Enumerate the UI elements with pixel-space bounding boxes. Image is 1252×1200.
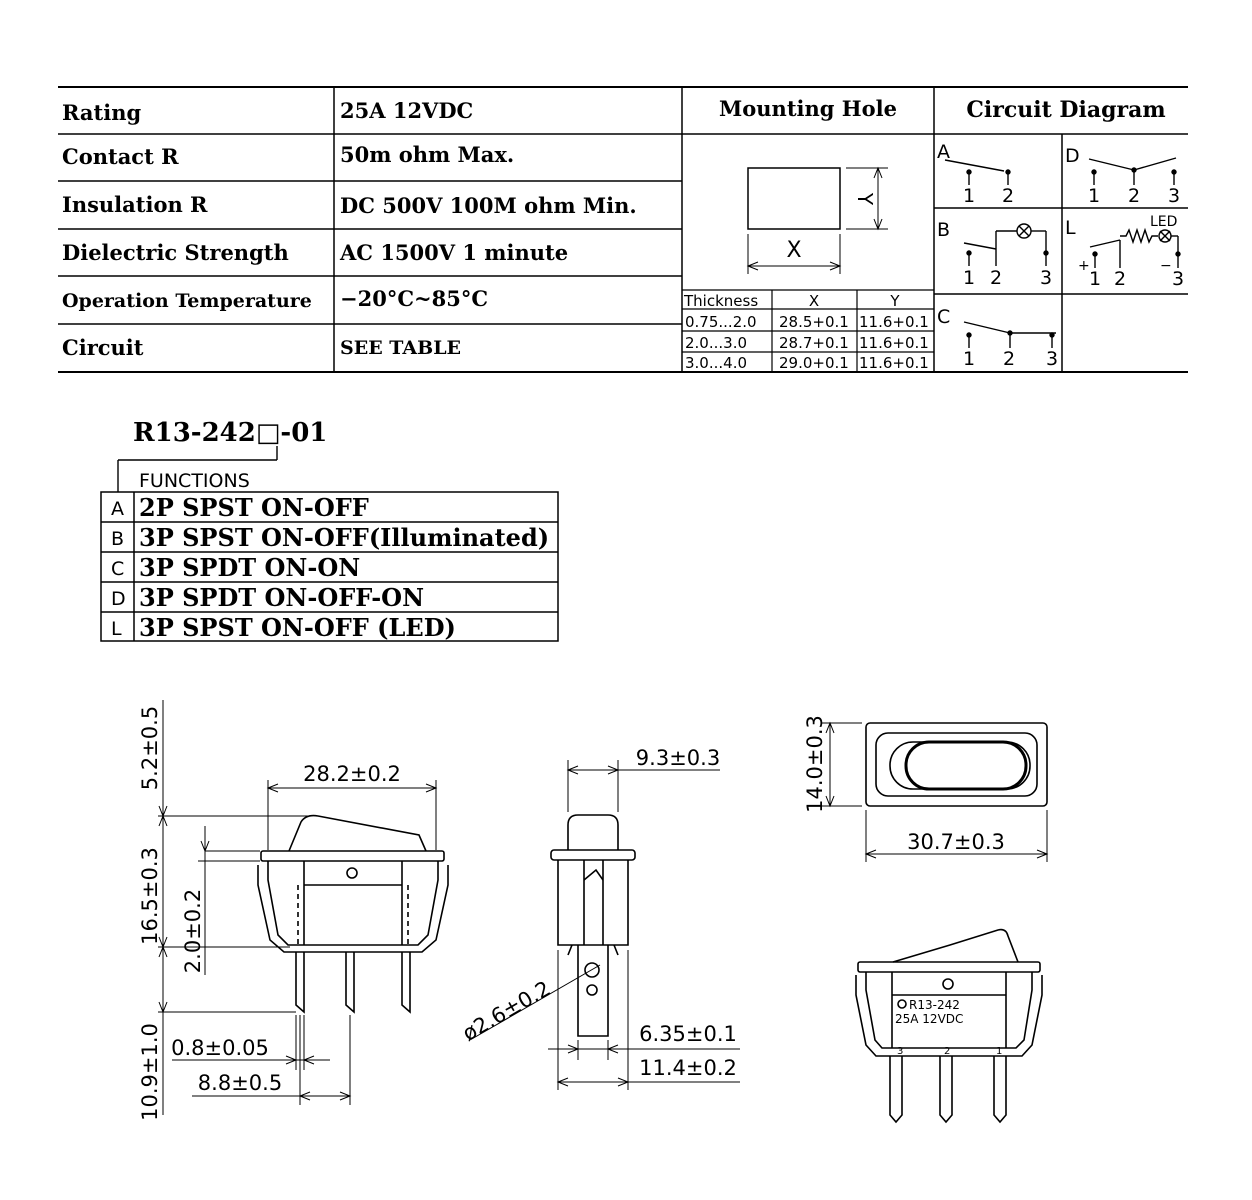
- dim-terminal-pitch: 8.8±0.5: [197, 1071, 283, 1095]
- product-marking-rating: 25A 12VDC: [895, 1012, 964, 1026]
- spec-value-temperature: −20°C~85°C: [340, 286, 489, 311]
- circuit-b-diagram: [964, 224, 1048, 266]
- front-view-drawing: [258, 816, 448, 1012]
- circuit-d-letter: D: [1065, 145, 1080, 167]
- mounting-hole-x-label: X: [786, 238, 802, 263]
- product-pin-3: 3: [897, 1046, 904, 1057]
- circuit-d-pin1: 1: [1088, 185, 1101, 207]
- circuit-l-letter: L: [1065, 217, 1076, 239]
- dim-flange: 2.0±0.2: [181, 888, 205, 974]
- function-code-b: B: [111, 528, 125, 550]
- spec-value-circuit: SEE TABLE: [340, 337, 462, 359]
- circuit-d-diagram: [1089, 158, 1176, 185]
- function-code-a: A: [111, 498, 124, 520]
- dim-hole-diameter: ø2.6±0.2: [458, 976, 555, 1046]
- functions-title: FUNCTIONS: [139, 470, 250, 492]
- mounting-hole-y-label: Y: [853, 192, 877, 206]
- product-marking-model: R13-242: [909, 998, 960, 1012]
- mounting-hole-drawing: [748, 168, 888, 274]
- circuit-b-pin1: 1: [963, 267, 976, 289]
- thickness-header: Thickness: [684, 292, 759, 310]
- function-desc-c: 3P SPDT ON-ON: [139, 553, 361, 582]
- circuit-l-plus: +: [1078, 258, 1090, 274]
- thickness-row-2-x: 29.0+0.1: [779, 354, 849, 372]
- spec-value-contact: 50m ohm Max.: [340, 142, 515, 167]
- dim-terminal-width: 6.35±0.1: [639, 1022, 737, 1046]
- circuit-b-letter: B: [937, 219, 951, 241]
- circuit-diagram-header: Circuit Diagram: [966, 97, 1166, 123]
- circuit-l-led-label: LED: [1150, 214, 1178, 230]
- circuit-c-pin1: 1: [963, 348, 976, 370]
- circuit-d-pin2: 2: [1128, 185, 1141, 207]
- spec-label-dielectric: Dielectric Strength: [62, 240, 289, 265]
- dim-actuator-height: 5.2±0.5: [138, 705, 162, 791]
- function-desc-a: 2P SPST ON-OFF: [139, 493, 369, 522]
- function-code-l: L: [111, 618, 122, 640]
- circuit-a-letter: A: [937, 141, 950, 163]
- function-code-c: C: [111, 558, 125, 580]
- circuit-c-pin3: 3: [1046, 348, 1059, 370]
- top-view-drawing: [866, 723, 1047, 806]
- thickness-row-0-x: 28.5+0.1: [779, 313, 849, 331]
- circuit-l-pin2: 2: [1114, 268, 1127, 290]
- circuit-l-pin3: 3: [1172, 268, 1185, 290]
- circuit-c-letter: C: [937, 306, 951, 328]
- dim-terminal-thickness: 0.8±0.05: [171, 1036, 269, 1060]
- function-code-d: D: [111, 588, 126, 610]
- dim-top-height: 14.0±0.3: [803, 715, 827, 813]
- spec-label-insulation: Insulation R: [62, 192, 208, 217]
- circuit-a-diagram: [945, 160, 1010, 185]
- circuit-a-pin1: 1: [963, 185, 976, 207]
- product-pin-2: 2: [944, 1046, 951, 1057]
- thickness-row-1-t: 2.0...3.0: [685, 334, 748, 352]
- spec-value-insulation: DC 500V 100M ohm Min.: [340, 193, 637, 218]
- thickness-row-2-t: 3.0...4.0: [685, 354, 748, 372]
- thickness-y-header: Y: [890, 292, 900, 310]
- circuit-b-pin3: 3: [1040, 267, 1053, 289]
- thickness-row-1-y: 11.6+0.1: [859, 334, 929, 352]
- circuit-d-pin3: 3: [1168, 185, 1181, 207]
- dim-body-height: 16.5±0.3: [138, 847, 162, 945]
- side-view-drawing: [551, 815, 635, 1036]
- dim-top-width: 30.7±0.3: [907, 830, 1005, 854]
- thickness-row-2-y: 11.6+0.1: [859, 354, 929, 372]
- mounting-hole-header: Mounting Hole: [719, 96, 897, 121]
- spec-value-dielectric: AC 1500V 1 minute: [340, 240, 569, 265]
- thickness-row-1-x: 28.7+0.1: [779, 334, 849, 352]
- circuit-a-pin2: 2: [1002, 185, 1015, 207]
- spec-label-contact: Contact R: [62, 144, 179, 169]
- spec-label-circuit: Circuit: [62, 335, 144, 360]
- dim-side-depth: 11.4±0.2: [639, 1056, 737, 1080]
- circuit-c-pin2: 2: [1003, 348, 1016, 370]
- spec-value-rating: 25A 12VDC: [340, 98, 474, 123]
- thickness-row-0-t: 0.75...2.0: [685, 313, 757, 331]
- function-desc-l: 3P SPST ON-OFF (LED): [139, 613, 456, 642]
- product-pin-1: 1: [996, 1046, 1003, 1057]
- spec-label-temperature: Operation Temperature: [62, 290, 312, 312]
- spec-table: [58, 87, 1188, 372]
- dim-front-width: 28.2±0.2: [303, 762, 401, 786]
- part-number: R13-242□-01: [133, 418, 328, 448]
- dim-terminal-length: 10.9±1.0: [138, 1023, 162, 1121]
- dim-side-width: 9.3±0.3: [635, 746, 721, 770]
- thickness-x-header: X: [808, 292, 820, 310]
- circuit-b-pin2: 2: [990, 267, 1003, 289]
- circuit-l-minus: −: [1160, 258, 1172, 274]
- circuit-l-pin1: 1: [1089, 268, 1102, 290]
- function-desc-d: 3P SPDT ON-OFF-ON: [139, 583, 425, 612]
- function-desc-b: 3P SPST ON-OFF(Illuminated): [139, 523, 550, 552]
- thickness-row-0-y: 11.6+0.1: [859, 313, 929, 331]
- spec-label-rating: Rating: [62, 100, 142, 125]
- circuit-c-diagram: [964, 322, 1056, 348]
